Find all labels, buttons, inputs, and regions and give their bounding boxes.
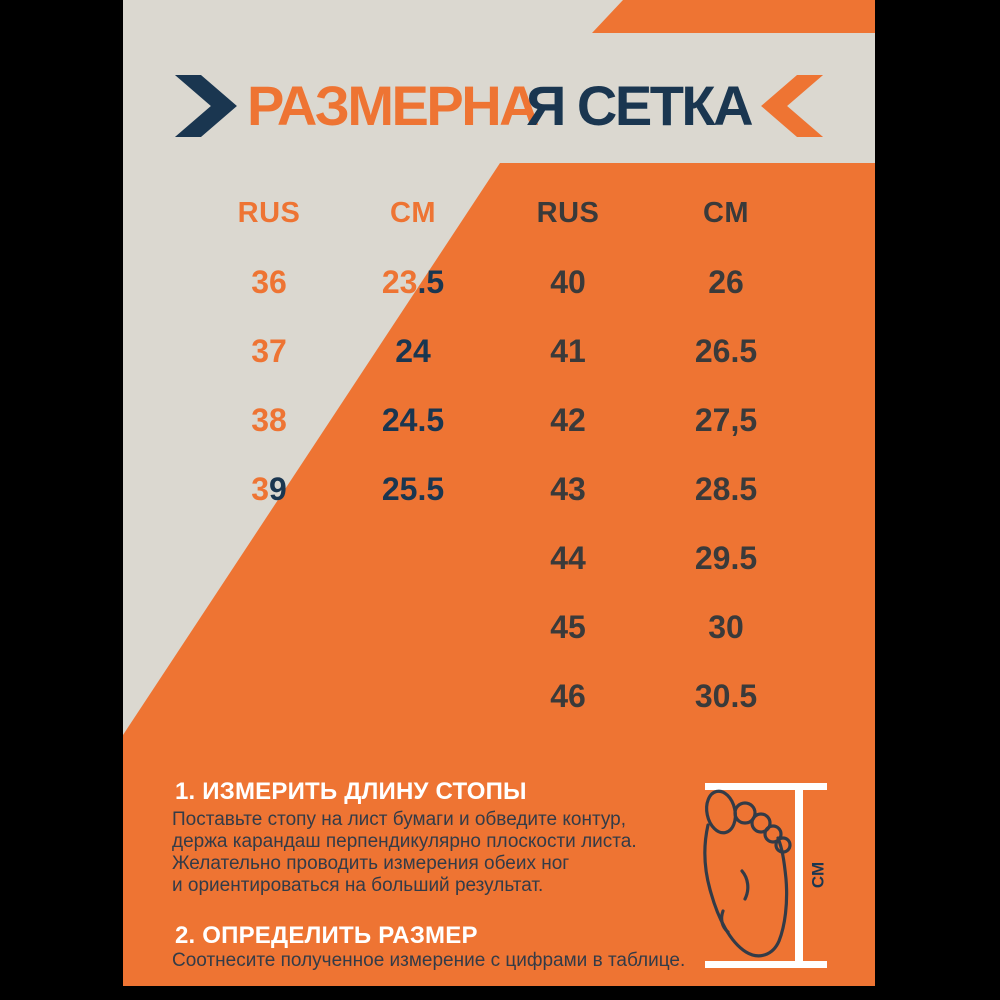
size-cell-rus-41: 41 (550, 333, 586, 369)
cell-text: 36 (251, 264, 287, 300)
size-cell-cm-26: 26 (708, 264, 744, 300)
step2-heading: 2. ОПРЕДЕЛИТЬ РАЗМЕР (175, 922, 478, 949)
column-header-rus-left: RUS (237, 197, 301, 229)
chevron-left-icon (761, 75, 823, 137)
title-row (123, 74, 875, 138)
size-cell-cm-28-5: 28.5 (694, 471, 758, 507)
step1-line-4: и ориентироваться на больший результат. (172, 875, 544, 896)
bracket-vertical-bar (795, 783, 803, 968)
size-cell-cm-24 (395, 317, 431, 386)
size-cell-rus-39 (251, 455, 287, 524)
size-cell-cm-30: 30 (708, 609, 744, 645)
chevron-right-icon (175, 75, 237, 137)
size-cell-rus-44: 44 (550, 540, 586, 576)
step2-paragraph: Соотнесите полученное измерение с цифрами в таблице. (172, 950, 686, 971)
column-header-rus-right: RUS (536, 197, 600, 229)
step1-line-2: держа карандаш перпендикулярно плоскости листа. (172, 831, 637, 852)
cell-text: 3 (251, 471, 269, 507)
step1-heading: 1. ИЗМЕРИТЬ ДЛИНУ СТОПЫ (175, 778, 527, 805)
cell-text: .5 (417, 264, 445, 300)
size-cell-rus-45: 45 (550, 609, 586, 645)
step1-line-3: Желательно проводить измерения обеих ног (172, 853, 570, 874)
left-table-cm-column (382, 179, 444, 524)
cell-text: 24.5 (381, 402, 445, 438)
size-cell-cm-25-5 (382, 455, 444, 524)
column-header-cm-right: CM (702, 197, 750, 229)
size-cell-cm-27-5: 27,5 (694, 402, 758, 438)
size-cell-cm-23-5 (382, 248, 444, 317)
left-table-rus-column (238, 179, 301, 524)
size-cell-rus-40: 40 (550, 264, 586, 300)
cell-text: 25.5 (381, 471, 445, 507)
step1-line-1: Поставьте стопу на лист бумаги и обведите контур, (172, 809, 627, 830)
size-cell-rus-42: 42 (550, 402, 586, 438)
cell-text: 9 (268, 471, 287, 507)
foot-measurement-diagram (695, 775, 855, 975)
page-title (247, 75, 751, 137)
bracket-top-bar (705, 783, 827, 790)
title-part-orange: РАЗМЕРНА (246, 74, 538, 137)
step1-paragraph (172, 809, 637, 897)
size-cell-cm-24-5 (382, 386, 444, 455)
cell-text: 37 (251, 333, 287, 369)
size-cell-cm-29-5: 29.5 (694, 540, 758, 576)
cell-text: 24 (395, 333, 431, 369)
size-cell-rus-46: 46 (550, 678, 586, 714)
size-cell-rus-37 (251, 317, 287, 386)
size-cell-cm-26-5: 26.5 (694, 333, 758, 369)
title-part-navy: Я СЕТКА (526, 74, 752, 137)
size-cell-cm-30-5: 30.5 (694, 678, 758, 714)
cell-text: 38 (251, 402, 287, 438)
cm-unit-label: СМ (808, 861, 828, 889)
right-table-cm-column (695, 179, 757, 731)
cell-text: 23 (381, 264, 418, 300)
right-table-rus-column (537, 179, 600, 731)
foot-outline-icon (703, 789, 790, 956)
column-header-cm-left: CM (389, 197, 437, 229)
size-cell-rus-36 (251, 248, 287, 317)
size-cell-rus-38 (251, 386, 287, 455)
bracket-bottom-bar (705, 961, 827, 968)
size-chart-card (123, 0, 875, 986)
size-cell-rus-43: 43 (550, 471, 586, 507)
